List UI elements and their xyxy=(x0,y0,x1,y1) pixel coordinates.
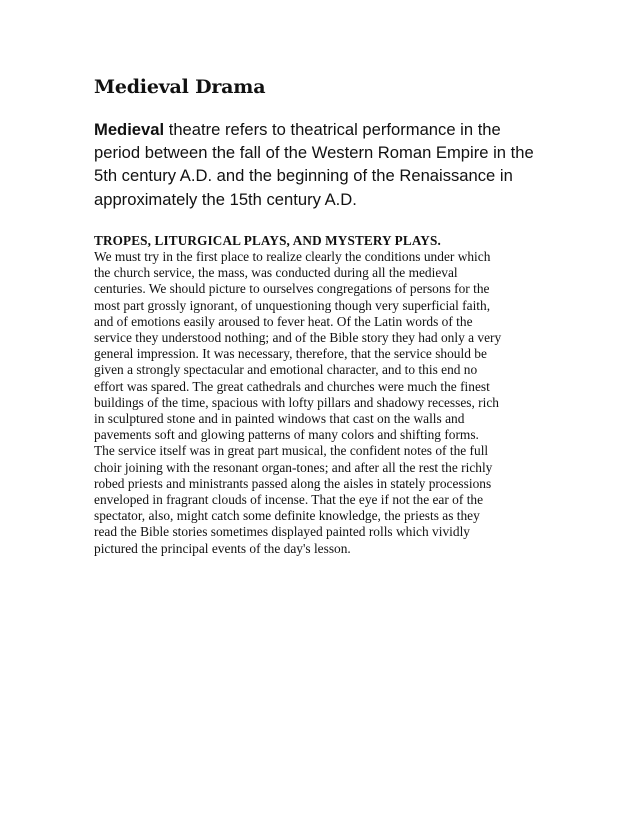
body-line: pictured the principal events of the day's lesson. xyxy=(94,540,351,556)
body-line: The service itself was in great part musical, the confident notes of the full xyxy=(94,443,489,459)
intro-line: 5th century A.D. and the beginning of the Renaissance in xyxy=(94,166,513,186)
body-line: in sculptured stone and in painted windows that cast on the walls and xyxy=(94,411,465,427)
body-line: We must try in the first place to realize clearly the conditions under which xyxy=(94,249,491,264)
intro-line xyxy=(94,118,534,141)
body-line: general impression. It was necessary, therefore, that the service should be xyxy=(94,346,487,362)
intro-line: period between the fall of the Western Roman Empire in the xyxy=(94,143,534,163)
body-line: buildings of the time, spacious with lofty pillars and shadowy recesses, rich xyxy=(94,394,499,410)
body-line: spectator, also, might catch some definite knowledge, the priests as they xyxy=(94,508,480,524)
body-line: choir joining with the resonant organ-tones; and after all the rest the richly xyxy=(94,459,493,475)
body-line: read the Bible stories sometimes displayed painted rolls which vividly xyxy=(94,524,470,540)
intro-lead-word: Medieval xyxy=(94,120,165,139)
body-line: effort was spared. The great cathedrals and churches were much the finest xyxy=(94,378,490,394)
section-heading: TROPES, LITURGICAL PLAYS, AND MYSTERY PLAYS. xyxy=(94,233,441,248)
body-line: service they understood nothing; and of the Bible story they had only a very xyxy=(94,330,502,346)
body-line: centuries. We should picture to ourselves congregations of persons for the xyxy=(94,281,490,297)
body-line: enveloped in fragrant clouds of incense. That the eye if not the ear of the xyxy=(94,492,484,508)
intro-line-text: theatre refers to theatrical performance in the xyxy=(164,120,501,139)
body-line: most part grossly ignorant, of unquestioning though very superficial faith, xyxy=(94,297,491,313)
document-title: Medieval Drama xyxy=(94,76,266,98)
intro-line: approximately the 15th century A.D. xyxy=(94,189,357,209)
body-line: robed priests and ministrants passed along the aisles in stately processions xyxy=(94,475,492,491)
body-line: given a strongly spectacular and emotional character, and to this end no xyxy=(94,362,478,378)
body-line: and of emotions easily aroused to fever heat. Of the Latin words of the xyxy=(94,313,473,329)
intro-paragraph xyxy=(94,118,534,211)
body-line: pavements soft and glowing patterns of many colors and shifting forms. xyxy=(94,427,479,443)
section-body-paragraph xyxy=(94,249,554,557)
body-line: the church service, the mass, was conducted during all the medieval xyxy=(94,265,458,281)
